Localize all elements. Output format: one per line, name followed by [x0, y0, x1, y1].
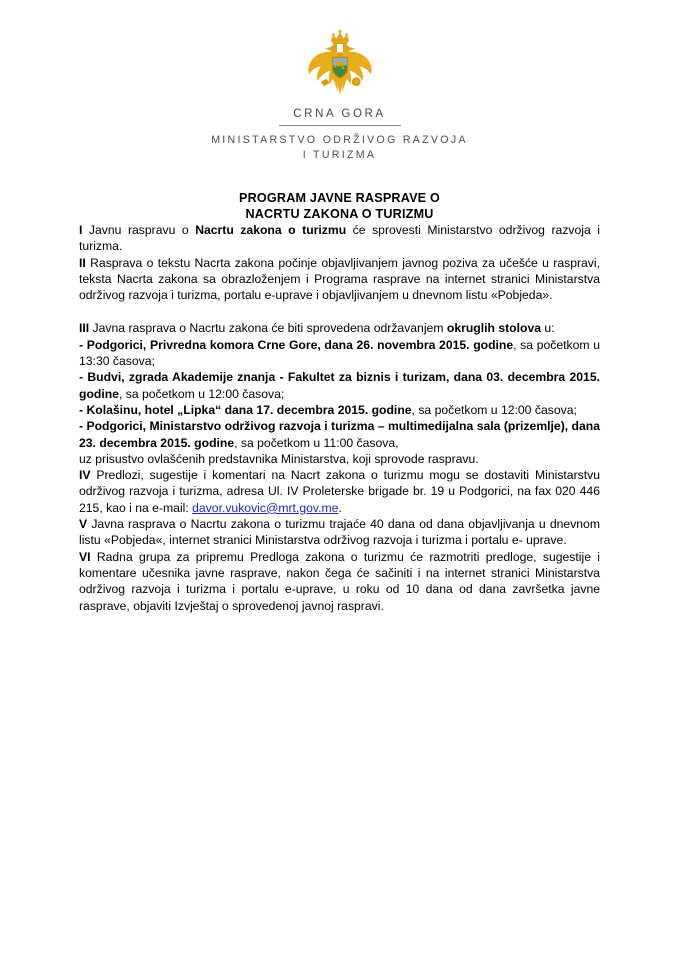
roundtable-item [79, 369, 600, 402]
section-6-text: Radna grupa za pripremu Predloga zakona o turizmu će razmotriti predloge, sugestije i komentare učesnika javne rasprave, nakon čega će sačiniti i na internet stranici Ministarstva održivog razvoja i turizma i portalu e-uprave, u roku od 10 dana od dana završetka javne rasprave, objaviti Izvještaj o sprovedenoj javnoj raspravi. [79, 549, 600, 613]
roundtable-item [79, 337, 600, 370]
section-2-marker: II [79, 255, 86, 270]
roundtable-item-time: , sa početkom u 11:00 časova, [234, 435, 399, 450]
contact-email-link[interactable]: davor.vukovic@mrt.gov.me [192, 500, 339, 515]
section-1-text-after: će sprovesti Ministarstvo održivog razvoja i turizma. [79, 223, 601, 254]
roundtable-item [79, 402, 600, 418]
section-4-text-after: . [338, 500, 342, 515]
roundtable-item-venue: - Podgorici, Privredna komora Crne Gore, dana 26. novembra 2015. godine [79, 337, 514, 352]
section-5-text: Javna rasprava o Nacrtu zakona o turizmu trajaće 40 dana od dana objavljivanja u dnevnom listu «Pobjeda«, internet stranici Ministarstva održivog razvoja i turizma i portalu e- uprave. [79, 517, 600, 548]
section-6-marker: VI [79, 549, 91, 564]
roundtable-item-venue: - Budvi, zgrada Akademije znanja - Fakultet za biznis i turizam, dana 03. decembra 2015. godine [79, 370, 600, 401]
section-3-marker: III [79, 321, 90, 336]
section-6-paragraph [79, 549, 600, 614]
document-title-line-1: PROGRAM JAVNE RASPRAVE O [239, 191, 440, 205]
document-title-line-2: NACRTU ZAKONA O TURIZMU [245, 206, 434, 221]
ministry-name-line-2: I TURIZMA [302, 149, 377, 161]
section-1-text-before: Javnu raspravu o [82, 223, 196, 237]
section-3-intro-after: u: [541, 321, 555, 336]
roundtable-item-time: , sa početkom u 12:00 časova; [118, 386, 285, 401]
section-3-closing: uz prisustvo ovlašćenih predstavnika Ministarstva, koji sprovode raspravu. [79, 451, 479, 466]
section-1-marker: I [79, 223, 83, 237]
section-1-paragraph [79, 222, 600, 255]
roundtable-item-time: , sa početkom u 12:00 časova; [411, 402, 577, 417]
roundtable-item-venue: - Podgorici, Ministarstvo održivog razvoja i turizma – multimedijalna sala (prizemlje), dana 23. decembra 2015. godine [79, 419, 600, 450]
section-4-marker: IV [79, 468, 91, 483]
section-2-paragraph [79, 255, 600, 304]
document-header [0, 0, 679, 163]
ministry-name-line-1: MINISTARSTVO ODRŽIVOG RAZVOJA [211, 134, 468, 146]
section-5-paragraph [79, 516, 600, 549]
document-title [0, 191, 679, 222]
section-2-text: Rasprava o tekstu Nacrta zakona počinje objavljivanjem javnog poziva za učešće u raspravi, teksta Nacrta zakona sa obrazloženjem i Programa rasprave na internet stranici Ministarstva održivog razvoja i turizma, portalu e-uprave i objavljivanjem u dnevnom listu «Pobjeda». [79, 255, 600, 303]
document-body [79, 222, 600, 614]
roundtable-item-venue: - Kolašinu, hotel „Lipka“ dana 17. decembra 2015. godine [79, 402, 412, 417]
roundtable-item [79, 418, 600, 451]
section-3-block [79, 320, 600, 450]
header-divider [279, 125, 401, 126]
section-4-paragraph [79, 467, 600, 516]
section-1-bold-phrase: Nacrtu zakona o turizmu [195, 223, 347, 237]
section-3-intro-before: Javna rasprava o Nacrtu zakona će biti sprovedena održavanjem [89, 321, 447, 336]
section-4-text-before: Predlozi, sugestije i komentari na Nacrt zakona o turizmu mogu se dostaviti Ministarstvu održivog razvoja i turizma, adresa Ul. IV Proleterske brigade br. 19 u Podgorici, na fax 020 446 215, kao i na e-mail: [79, 468, 600, 515]
roundtable-item-time: , sa početkom u 13:30 časova; [79, 337, 600, 369]
section-3-intro [79, 320, 600, 336]
country-name: CRNA GORA [293, 108, 386, 120]
section-3-intro-bold: okruglih stolova [446, 321, 542, 336]
section-5-marker: V [79, 517, 88, 532]
montenegro-coat-of-arms-icon [303, 30, 377, 98]
